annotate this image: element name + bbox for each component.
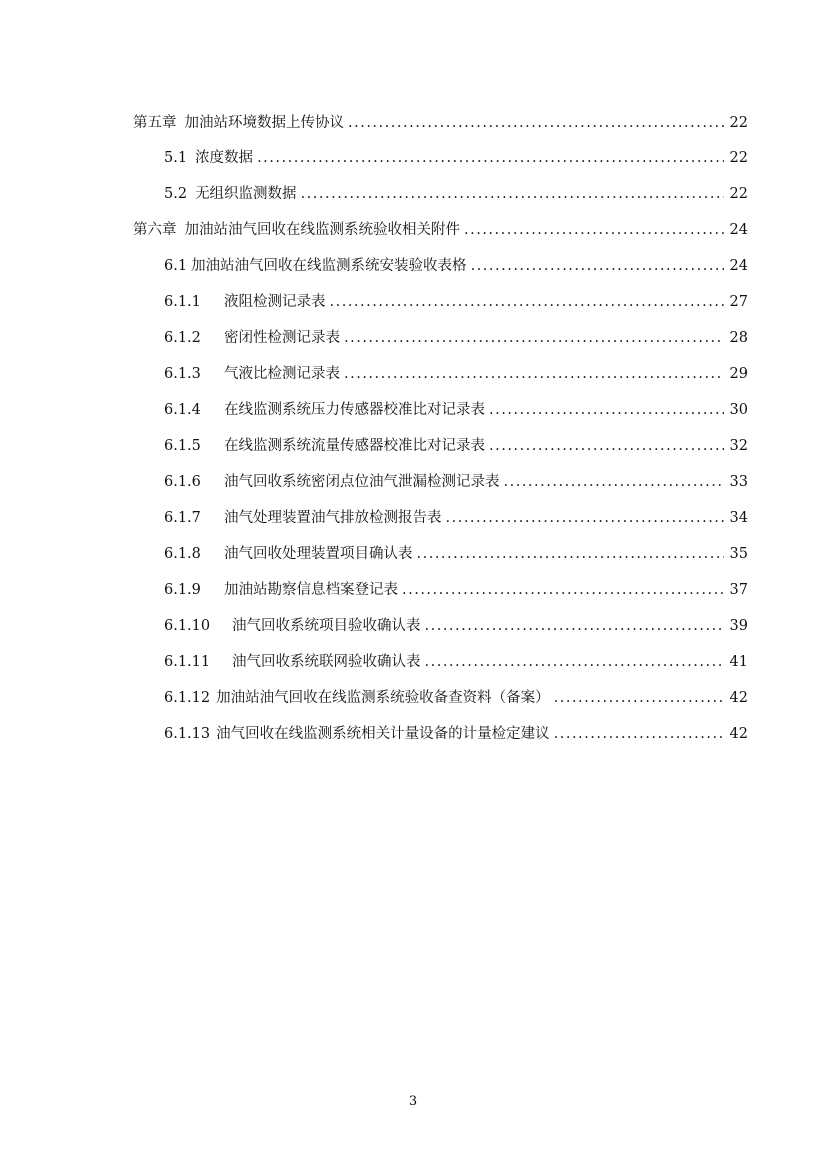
toc-entry-number: 6.1.2 [164,330,201,346]
toc-entry-page: 30 [729,402,748,418]
toc-entry-number: 6.1.11 [164,654,211,670]
toc-entry-title: 油气处理装置油气排放检测报告表 [224,510,442,526]
dot-leader [417,542,724,566]
toc-entry-6-1-12[interactable] [164,686,748,710]
toc-entry-title: 气液比检测记录表 [224,366,340,382]
toc-entry-5-1[interactable] [164,146,748,170]
toc-entry-title: 无组织监测数据 [195,186,297,202]
toc-entry-number: 5.2 [164,186,188,202]
toc-entry-label [164,182,297,206]
toc-entry-page: 24 [729,258,748,274]
toc-entry-page: 22 [729,115,748,131]
dot-leader [330,290,724,314]
toc-entry-6-1-9[interactable] [164,578,748,602]
toc-entry-6-1-6[interactable] [164,470,748,494]
dot-leader [348,111,724,135]
toc-entry-title: 油气回收系统联网验收确认表 [232,654,421,670]
toc-entry-page: 39 [729,618,748,634]
toc-entry-title: 密闭性检测记录表 [224,330,340,346]
toc-entry-title: 在线监测系统流量传感器校准比对记录表 [224,438,485,454]
toc-entry-page: 32 [729,438,748,454]
toc-entry-label [164,614,421,638]
toc-entry-page: 35 [729,546,748,562]
toc-entry-label [164,506,442,530]
toc-entry-label [164,434,485,458]
toc-entry-label [133,111,344,135]
toc-entry-title: 油气回收系统项目验收确认表 [232,618,421,634]
dot-leader [402,578,724,602]
dot-leader [446,506,724,530]
dot-leader [301,182,724,206]
dot-leader [425,614,724,638]
dot-leader [464,218,724,242]
toc-entry-number: 6.1.13 [164,726,211,742]
toc-entry-number: 第六章 [133,222,177,238]
toc-entry-label [164,362,340,386]
dot-leader [554,686,724,710]
toc-entry-page: 22 [729,186,748,202]
toc-entry-page: 22 [729,150,748,166]
toc-entry-number: 5.1 [164,150,188,166]
toc-entry-number: 6.1.5 [164,438,201,454]
toc-entry-number: 6.1.7 [164,510,201,526]
toc-entry-page: 42 [729,690,748,706]
page-number: 3 [408,1094,418,1109]
toc-entry-title: 加油站油气回收在线监测系统验收相关附件 [184,222,460,238]
toc-entry-page: 24 [729,222,748,238]
toc-entry-label [164,290,326,314]
toc-entry-title: 油气回收处理装置项目确认表 [224,546,413,562]
toc-entry-6-1-11[interactable] [164,650,748,674]
toc-entry-title: 加油站油气回收在线监测系统验收备查资料（备案） [216,690,550,706]
toc-entry-title: 加油站勘察信息档案登记表 [224,582,398,598]
toc-entry-page: 37 [729,582,748,598]
dot-leader [504,470,724,494]
toc-entry-page: 42 [729,726,748,742]
toc-entry-title: 在线监测系统压力传感器校准比对记录表 [224,402,485,418]
dot-leader [344,326,724,350]
toc-entry-title: 浓度数据 [195,150,254,166]
toc-entry-chapter-6[interactable] [133,218,748,242]
toc-entry-number: 6.1.8 [164,546,201,562]
dot-leader [471,254,724,278]
toc-entry-number: 6.1.3 [164,366,201,382]
toc-entry-page: 33 [729,474,748,490]
toc-entry-chapter-5[interactable] [133,111,748,135]
toc-entry-label [164,722,550,746]
toc-entry-6-1-7[interactable] [164,506,748,530]
toc-entry-6-1-1[interactable] [164,290,748,314]
toc-entry-6-1-8[interactable] [164,542,748,566]
toc-entry-label [164,650,421,674]
toc-entry-number: 6.1.12 [164,690,211,706]
dot-leader [489,398,724,422]
dot-leader [554,722,724,746]
toc-entry-6-1-3[interactable] [164,362,748,386]
toc-entry-number: 6.1 [164,258,188,274]
toc-entry-number: 第五章 [133,115,177,131]
toc-entry-label [164,578,398,602]
dot-leader [489,434,724,458]
toc-entry-page: 29 [729,366,748,382]
toc-entry-label [164,326,340,350]
toc-entry-number: 6.1.10 [164,618,211,634]
toc-entry-6-1-13[interactable] [164,722,748,746]
toc-entry-6-1-10[interactable] [164,614,748,638]
toc-entry-label [164,686,550,710]
toc-entry-page: 27 [729,294,748,310]
toc-entry-title: 加油站油气回收在线监测系统安装验收表格 [191,258,467,274]
toc-entry-title: 油气回收系统密闭点位油气泄漏检测记录表 [224,474,500,490]
dot-leader [344,362,724,386]
toc-entry-6-1-5[interactable] [164,434,748,458]
toc-entry-title: 油气回收在线监测系统相关计量设备的计量检定建议 [216,726,550,742]
toc-entry-number: 6.1.6 [164,474,201,490]
toc-entry-label [133,218,460,242]
toc-entry-5-2[interactable] [164,182,748,206]
toc-entry-label [164,146,253,170]
toc-entry-number: 6.1.1 [164,294,201,310]
toc-entry-label [164,398,485,422]
toc-entry-page: 28 [729,330,748,346]
toc-entry-6-1[interactable] [164,254,748,278]
toc-entry-number: 6.1.4 [164,402,201,418]
toc-entry-number: 6.1.9 [164,582,201,598]
toc-entry-page: 34 [729,510,748,526]
toc-entry-6-1-2[interactable] [164,326,748,350]
toc-entry-title: 加油站环境数据上传协议 [184,115,344,131]
toc-entry-label [164,542,413,566]
toc-entry-6-1-4[interactable] [164,398,748,422]
dot-leader [257,146,723,170]
toc-entry-label [164,470,500,494]
toc-entry-title: 液阻检测记录表 [224,294,326,310]
toc-entry-label [164,254,467,278]
dot-leader [425,650,724,674]
toc-entry-page: 41 [729,654,748,670]
